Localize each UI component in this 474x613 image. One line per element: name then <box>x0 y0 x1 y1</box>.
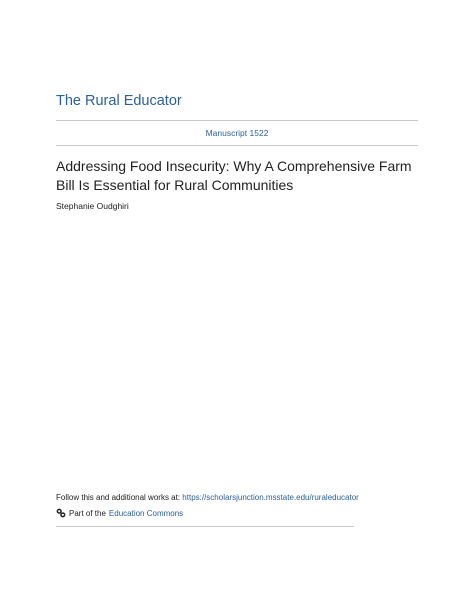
repository-url-link[interactable]: https://scholarsjunction.msstate.edu/ruraleducator <box>182 493 359 502</box>
bottom-divider <box>56 526 354 527</box>
part-of-line <box>56 508 183 518</box>
article-title: Addressing Food Insecurity: Why A Comprehensive Farm Bill Is Essential for Rural Communities <box>56 158 412 193</box>
middle-divider <box>56 145 418 146</box>
part-of-text: Part of the <box>69 508 106 518</box>
top-divider <box>56 120 418 121</box>
manuscript-number-link[interactable]: Manuscript 1522 <box>205 128 269 138</box>
journal-title-link[interactable]: The Rural Educator <box>56 93 182 109</box>
bepress-commons-icon <box>56 508 66 518</box>
education-commons-link[interactable]: Education Commons <box>108 508 184 518</box>
follow-line <box>56 493 359 502</box>
follow-text: Follow this and additional works at: <box>56 493 183 502</box>
author-name: Stephanie Oudghiri <box>56 201 129 211</box>
